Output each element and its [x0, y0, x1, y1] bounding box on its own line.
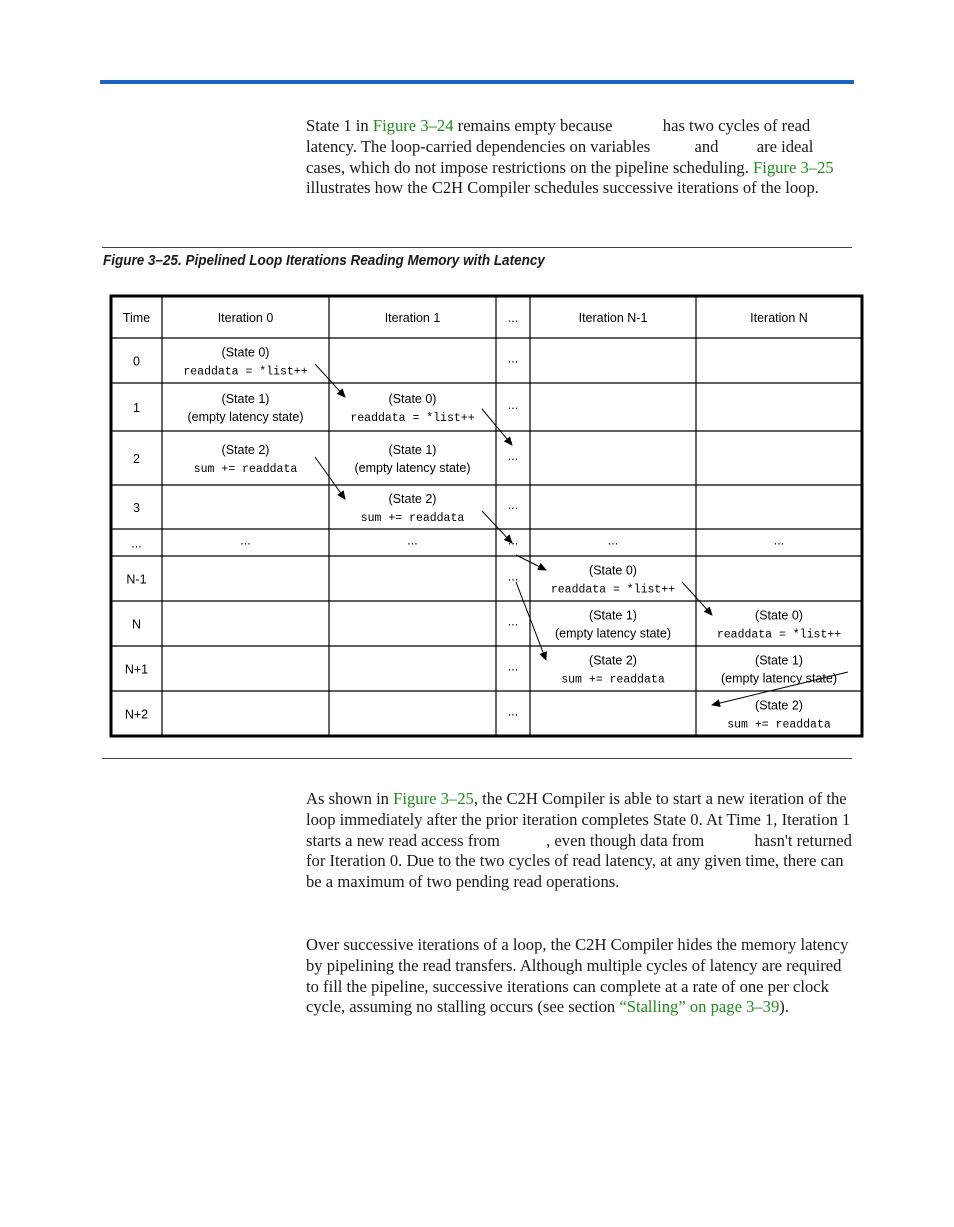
state-label: (State 0) [388, 392, 437, 406]
state-label: (State 1) [755, 653, 803, 668]
text-run: are ideal cases, which do not impose restrictions on the pipeline scheduling. [306, 136, 814, 177]
ellipsis-cell: ... [407, 533, 418, 548]
column-header: Iteration N-1 [578, 311, 648, 325]
dependency-arrow [516, 582, 546, 660]
text-run: remains empty because [453, 116, 617, 135]
state-description: (empty latency state) [354, 461, 471, 475]
text-run: ). [779, 997, 789, 1017]
text-run: State 1 in [306, 116, 373, 135]
state-label: (State 2) [388, 492, 437, 506]
dependency-arrow [315, 364, 345, 397]
ellipsis-cell: ... [507, 351, 519, 366]
state-label: (State 0) [589, 563, 637, 578]
column-header: ... [507, 311, 519, 325]
ellipsis-cell: ... [607, 533, 619, 548]
code-label: sum += readdata [360, 512, 465, 525]
time-label: 1 [133, 401, 140, 415]
body-paragraph-2 [306, 935, 852, 1018]
ellipsis-cell: ... [507, 449, 519, 463]
time-label: N [131, 617, 142, 632]
time-label: 2 [133, 452, 140, 466]
state-description: (empty latency state) [187, 410, 304, 424]
column-header: Iteration 1 [384, 311, 441, 325]
figure-top-rule [102, 247, 852, 248]
dependency-arrow [516, 555, 546, 570]
figure-caption: Figure 3–25. Pipelined Loop Iterations Reading Memory with Latency [103, 252, 545, 269]
column-header: Iteration N [750, 311, 808, 325]
time-label: 3 [133, 501, 140, 515]
code-label: sum += readdata [561, 673, 665, 687]
figure-3-25-link[interactable]: Figure 3–25 [753, 157, 834, 177]
figure-bottom-rule [102, 758, 852, 759]
time-label: ... [131, 536, 142, 551]
ellipsis-cell: ... [507, 498, 519, 512]
header-rule [100, 80, 854, 84]
text-run: hasn't returned for Iteration 0. Due to the two cycles of read latency, at any given time, there can be a maximum of two pending read operations. [306, 830, 852, 892]
text-run: and [690, 136, 723, 156]
dependency-arrow [482, 511, 512, 543]
state-label: (State 1) [388, 443, 437, 457]
ellipsis-cell: ... [507, 614, 519, 629]
ellipsis-cell: ... [240, 533, 251, 548]
ellipsis-cell: ... [507, 704, 519, 719]
state-description: (empty latency state) [554, 626, 672, 641]
intro-paragraph [306, 116, 852, 199]
text-run: , the C2H Compiler is able to start a new iteration of the loop immediately after the prior iteration completes State 0. At Time 1, Iteration 1 starts a new read access from [306, 789, 851, 850]
code-label: readdata = *list++ [716, 628, 842, 642]
time-label: 0 [133, 354, 140, 369]
time-label: N-1 [126, 572, 147, 587]
state-label: (State 2) [755, 698, 803, 713]
state-label: (State 2) [221, 443, 270, 457]
body-paragraph-1 [306, 789, 852, 893]
code-label: readdata = *list++ [183, 365, 308, 379]
column-header: Time [122, 311, 151, 325]
ellipsis-cell: ... [507, 569, 519, 584]
text-run: , even though data from [546, 830, 709, 850]
figure-3-24-link[interactable]: Figure 3–24 [372, 116, 454, 135]
state-label: (State 1) [221, 392, 270, 406]
text-run: As shown in [306, 789, 394, 808]
dependency-arrow [682, 582, 712, 615]
column-header: Iteration 0 [217, 311, 274, 325]
state-label: (State 2) [589, 653, 637, 668]
pipeline-table-svg [109, 294, 865, 738]
code-label: readdata = *list++ [550, 583, 676, 597]
time-label: N+2 [124, 707, 149, 722]
dependency-arrow [315, 457, 345, 499]
ellipsis-cell: ... [507, 533, 519, 548]
text-run: illustrates how the C2H Compiler schedules successive iterations of the loop. [306, 178, 819, 198]
code-label: sum += readdata [193, 463, 298, 476]
state-label: (State 1) [589, 608, 637, 623]
dependency-arrow [482, 409, 512, 445]
text-run: Over successive iterations of a loop, the C2H Compiler hides the memory latency by pipelining the read transfers. Although multiple cycles of latency are required to fill the pipeline, successive iterations can complete at a rate of one per clock cycle, assuming no stalling occurs (see section [306, 935, 849, 1017]
text-run: has two cycles of read latency. The loop-carried dependencies on variables [306, 116, 811, 156]
time-label: N+1 [124, 662, 149, 677]
code-label: sum += readdata [727, 718, 831, 732]
state-label: (State 0) [755, 608, 803, 623]
stalling-link[interactable]: “Stalling” on page 3–39 [619, 997, 780, 1017]
code-label: readdata = *list++ [350, 412, 475, 425]
state-label: (State 0) [221, 345, 270, 360]
pipeline-figure [109, 294, 865, 743]
ellipsis-cell: ... [507, 398, 519, 412]
figure-3-25-link[interactable]: Figure 3–25 [393, 789, 474, 808]
ellipsis-cell: ... [773, 533, 785, 548]
ellipsis-cell: ... [507, 659, 519, 674]
state-description: (empty latency state) [720, 671, 838, 686]
